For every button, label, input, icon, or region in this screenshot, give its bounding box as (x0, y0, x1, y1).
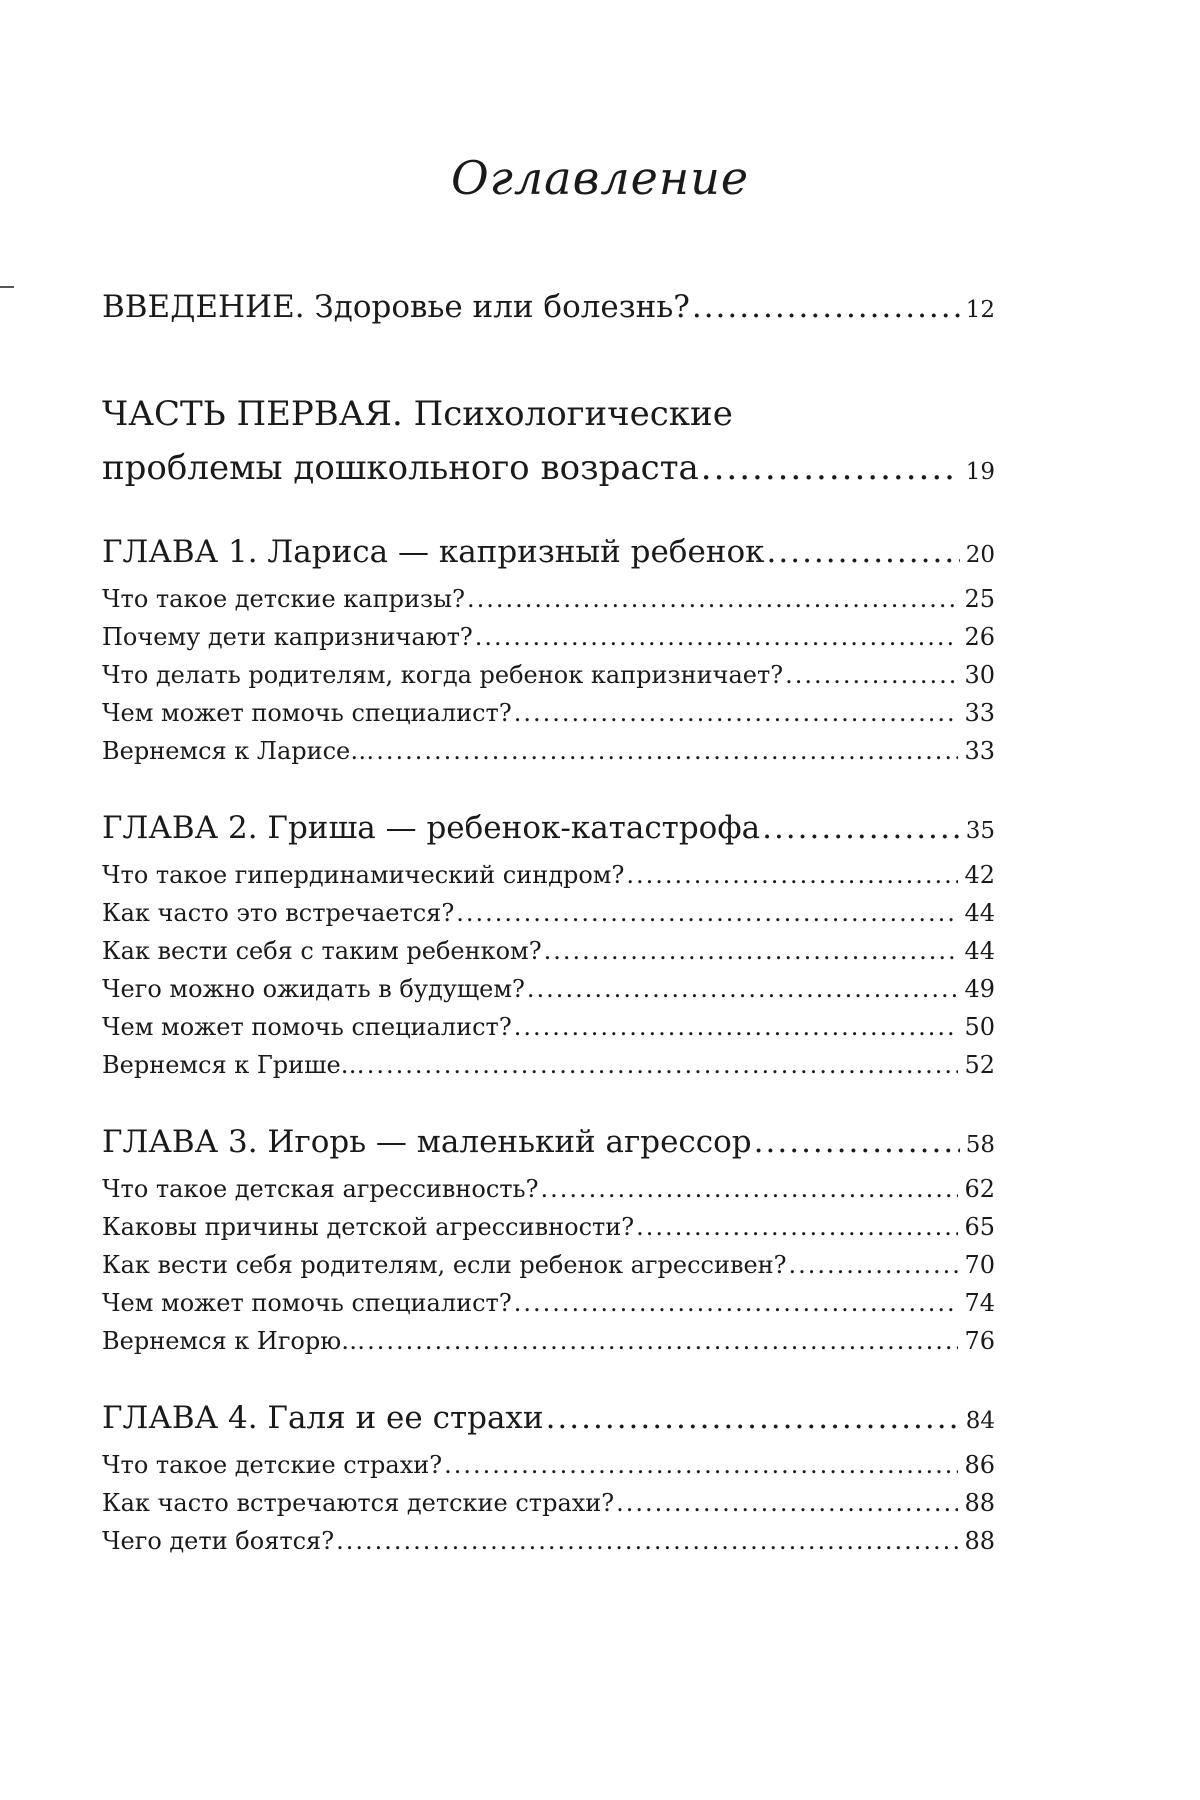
toc-entry-label: ВВЕДЕНИЕ. Здоровье или болезнь? (102, 289, 690, 325)
toc-section-label: Чем может помочь специалист? (102, 1013, 512, 1041)
toc-page-number: 12 (965, 297, 995, 323)
toc-page-number: 33 (964, 699, 995, 727)
leader-dots (636, 1210, 958, 1244)
scan-edge-mark (0, 286, 14, 288)
toc-page-number: 88 (964, 1489, 995, 1517)
toc-section-label: Вернемся к Игорю… (102, 1327, 366, 1355)
toc-page-number: 49 (964, 975, 995, 1003)
toc-entry-3-2 (102, 1210, 995, 1244)
toc-entry-chapter-2 (102, 808, 995, 851)
toc-entry-2-4 (102, 972, 995, 1006)
toc-section-label: Как вести себя с таким ребенком? (102, 937, 542, 965)
toc-section-label: Вернемся к Ларисе… (102, 737, 375, 765)
leader-dots (514, 1286, 959, 1320)
leader-dots (367, 1324, 958, 1358)
toc-entry-3-4 (102, 1286, 995, 1320)
toc-section-label: Каковы причины детской агрессивности? (102, 1213, 635, 1241)
toc-page-number: 19 (965, 459, 995, 485)
toc-page-number: 58 (965, 1132, 995, 1158)
toc-entry-1-1 (102, 582, 995, 616)
leader-dots (544, 934, 959, 968)
toc-page-number: 70 (964, 1251, 995, 1279)
toc-section-label: Что такое гипердинамический синдром? (102, 861, 625, 889)
leader-dots (541, 1172, 959, 1206)
toc-page-number: 42 (964, 861, 995, 889)
toc-entry-intro (102, 287, 995, 330)
toc-page-number: 44 (964, 899, 995, 927)
toc-chapter-label: ГЛАВА 4. Галя и ее страхи (102, 1400, 544, 1436)
toc-entry-3-3 (102, 1248, 995, 1282)
toc-entry-2-1 (102, 858, 995, 892)
toc-page-number: 88 (964, 1527, 995, 1555)
leader-dots (616, 1486, 958, 1520)
toc-section-label: Чем может помочь специалист? (102, 1289, 512, 1317)
toc-page-number: 35 (965, 818, 995, 844)
leader-dots (514, 696, 959, 730)
leader-dots (546, 1398, 960, 1438)
leader-dots (527, 972, 959, 1006)
toc-entry-part1 (102, 446, 995, 494)
toc-section-label: Чего можно ожидать в будущем? (102, 975, 525, 1003)
leader-dots (456, 896, 958, 930)
toc-section-label: Чем может помочь специалист? (102, 699, 512, 727)
toc-entry-1-5 (102, 734, 995, 768)
toc-page-number: 20 (965, 542, 995, 568)
toc-page-number: 52 (964, 1051, 995, 1079)
toc-page-number: 50 (964, 1013, 995, 1041)
toc-entry-4-2 (102, 1486, 995, 1520)
toc-entry-2-2 (102, 896, 995, 930)
toc-entry-2-6 (102, 1048, 995, 1082)
toc-page-number: 76 (964, 1327, 995, 1355)
toc-page-number: 33 (964, 737, 995, 765)
leader-dots (376, 734, 958, 768)
toc-chapter-label: ГЛАВА 3. Игорь — маленький агрессор (102, 1124, 752, 1160)
toc-entry-3-1 (102, 1172, 995, 1206)
toc-page-number: 84 (965, 1408, 995, 1434)
toc-page-number: 30 (964, 661, 995, 689)
toc-section-label: Вернемся к Грише… (102, 1051, 365, 1079)
toc-entry-1-2 (102, 620, 995, 654)
leader-dots (467, 582, 958, 616)
leader-dots (692, 287, 960, 327)
toc-section-label: Как часто это встречается? (102, 899, 455, 927)
leader-dots (367, 1048, 959, 1082)
leader-dots (444, 1448, 958, 1482)
toc-chapter-label: ГЛАВА 2. Гриша — ребенок-катастрофа (102, 810, 761, 846)
toc-entry-chapter-1 (102, 532, 995, 575)
toc-section-label: Что делать родителям, когда ребенок капризничает? (102, 661, 784, 689)
toc-entry-chapter-4 (102, 1398, 995, 1441)
toc-entry-2-3 (102, 934, 995, 968)
leader-dots (514, 1010, 959, 1044)
toc-page-number: 86 (964, 1451, 995, 1479)
toc-part-title-line1: ЧАСТЬ ПЕРВАЯ. Психологические (102, 394, 733, 434)
toc-entry-4-1 (102, 1448, 995, 1482)
leader-dots (762, 808, 960, 848)
toc-entry-1-3 (102, 658, 995, 692)
leader-dots (701, 446, 960, 490)
leader-dots (789, 1248, 959, 1282)
toc-section-label: Как вести себя родителям, если ребенок агрессивен? (102, 1251, 787, 1279)
leader-dots (475, 620, 959, 654)
toc-section-label: Что такое детские капризы? (102, 585, 466, 613)
toc-part-title-line2: проблемы дошкольного возраста (102, 448, 699, 488)
leader-dots (785, 658, 958, 692)
toc-entry-4-3 (102, 1524, 995, 1558)
toc-chapter-label: ГЛАВА 1. Лариса — капризный ребенок (102, 534, 765, 570)
toc-section-label: Чего дети боятся? (102, 1527, 335, 1555)
toc-entry-2-5 (102, 1010, 995, 1044)
toc-entry-3-5 (102, 1324, 995, 1358)
toc-page-number: 65 (964, 1213, 995, 1241)
leader-dots (767, 532, 960, 572)
toc-entry-1-4 (102, 696, 995, 730)
toc-page-number: 44 (964, 937, 995, 965)
toc-section-label: Почему дети капризничают? (102, 623, 473, 651)
leader-dots (626, 858, 958, 892)
toc-page-number: 74 (964, 1289, 995, 1317)
leader-dots (754, 1122, 960, 1162)
toc-page-number: 26 (964, 623, 995, 651)
page-title: Оглавление (450, 151, 750, 205)
toc-page-number: 62 (964, 1175, 995, 1203)
toc-section-label: Что такое детские страхи? (102, 1451, 443, 1479)
leader-dots (336, 1524, 958, 1558)
toc-section-label: Что такое детская агрессивность? (102, 1175, 539, 1203)
toc-page-number: 25 (964, 585, 995, 613)
toc-section-label: Как часто встречаются детские страхи? (102, 1489, 615, 1517)
toc-entry-chapter-3 (102, 1122, 995, 1165)
